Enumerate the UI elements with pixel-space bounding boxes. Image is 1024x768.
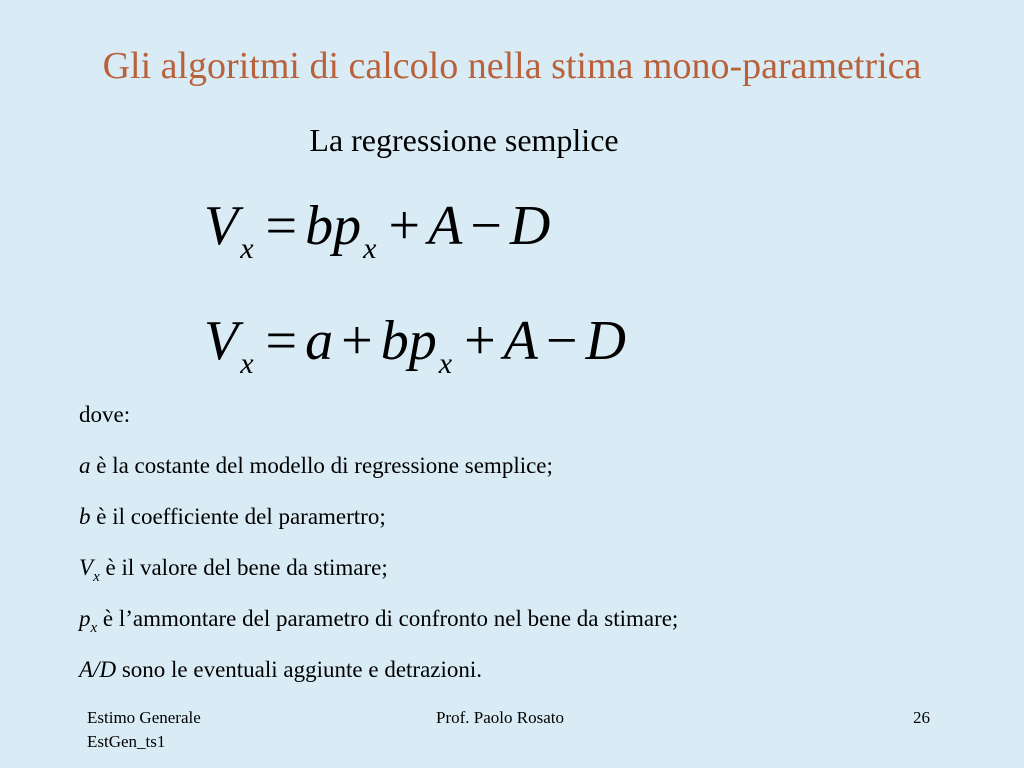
slide-title: Gli algoritmi di calcolo nella stima mono-parametrica [102, 45, 922, 87]
definition-text: è il valore del bene da stimare; [99, 555, 388, 580]
formula-2-plus-1: + [341, 310, 373, 372]
footer-course [87, 706, 201, 754]
definition-px [79, 606, 678, 637]
formula-1-lhs-sub: x [240, 232, 254, 265]
formula-2 [204, 310, 626, 380]
definitions-intro: dove: [79, 402, 131, 427]
definition-symbol: p [79, 606, 91, 631]
formula-1-term-bp: bp [305, 195, 362, 257]
formula-1-plus: + [388, 195, 421, 257]
definition-symbol: V [79, 555, 94, 580]
definition-text: è il coefficiente del paramertro; [90, 504, 386, 529]
formula-2-lhs-sub: x [240, 347, 254, 380]
definition-text: è l’ammontare del parametro di confronto nel bene da stimare; [97, 606, 679, 631]
definition-symbol: a [79, 453, 91, 478]
definition-text: è la costante del modello di regressione semplice; [90, 453, 553, 478]
definition-symbol: b [79, 504, 91, 529]
slide-subtitle: La regressione semplice [309, 122, 619, 158]
formula-1-term-a: A [428, 195, 463, 257]
footer-course-name: Estimo Generale [87, 708, 201, 727]
formula-1 [204, 195, 551, 265]
definition-ad [79, 657, 482, 683]
definition-symbol-sub: x [93, 569, 100, 585]
formula-2-term-bp: bp [380, 310, 437, 372]
formula-2-equals: = [265, 310, 298, 372]
definition-symbol: A/D [79, 657, 117, 682]
formula-2-term-bp-sub: x [438, 347, 453, 380]
footer-course-code: EstGen_ts1 [87, 732, 166, 751]
footer-author: Prof. Paolo Rosato [436, 708, 564, 727]
formula-1-term-d: D [509, 195, 551, 257]
definition-vx [79, 555, 388, 586]
formula-2-term-d: D [585, 310, 626, 372]
formula-2-term-a: A [503, 310, 538, 372]
definition-b [79, 504, 386, 530]
page-number: 26 [913, 708, 930, 727]
formula-2-lhs: V [204, 310, 239, 372]
formula-1-minus: − [470, 195, 502, 257]
formula-1-lhs: V [204, 195, 239, 257]
formula-2-plus-2: + [464, 310, 496, 372]
definition-symbol-sub: x [90, 620, 98, 636]
definition-text: sono le eventuali aggiunte e detrazioni. [116, 657, 483, 682]
formula-1-equals: = [265, 195, 298, 257]
formula-2-term-a-const: a [305, 310, 334, 372]
formula-2-minus: − [545, 310, 578, 372]
definition-a [79, 453, 553, 479]
formula-1-term-bp-sub: x [363, 232, 377, 265]
